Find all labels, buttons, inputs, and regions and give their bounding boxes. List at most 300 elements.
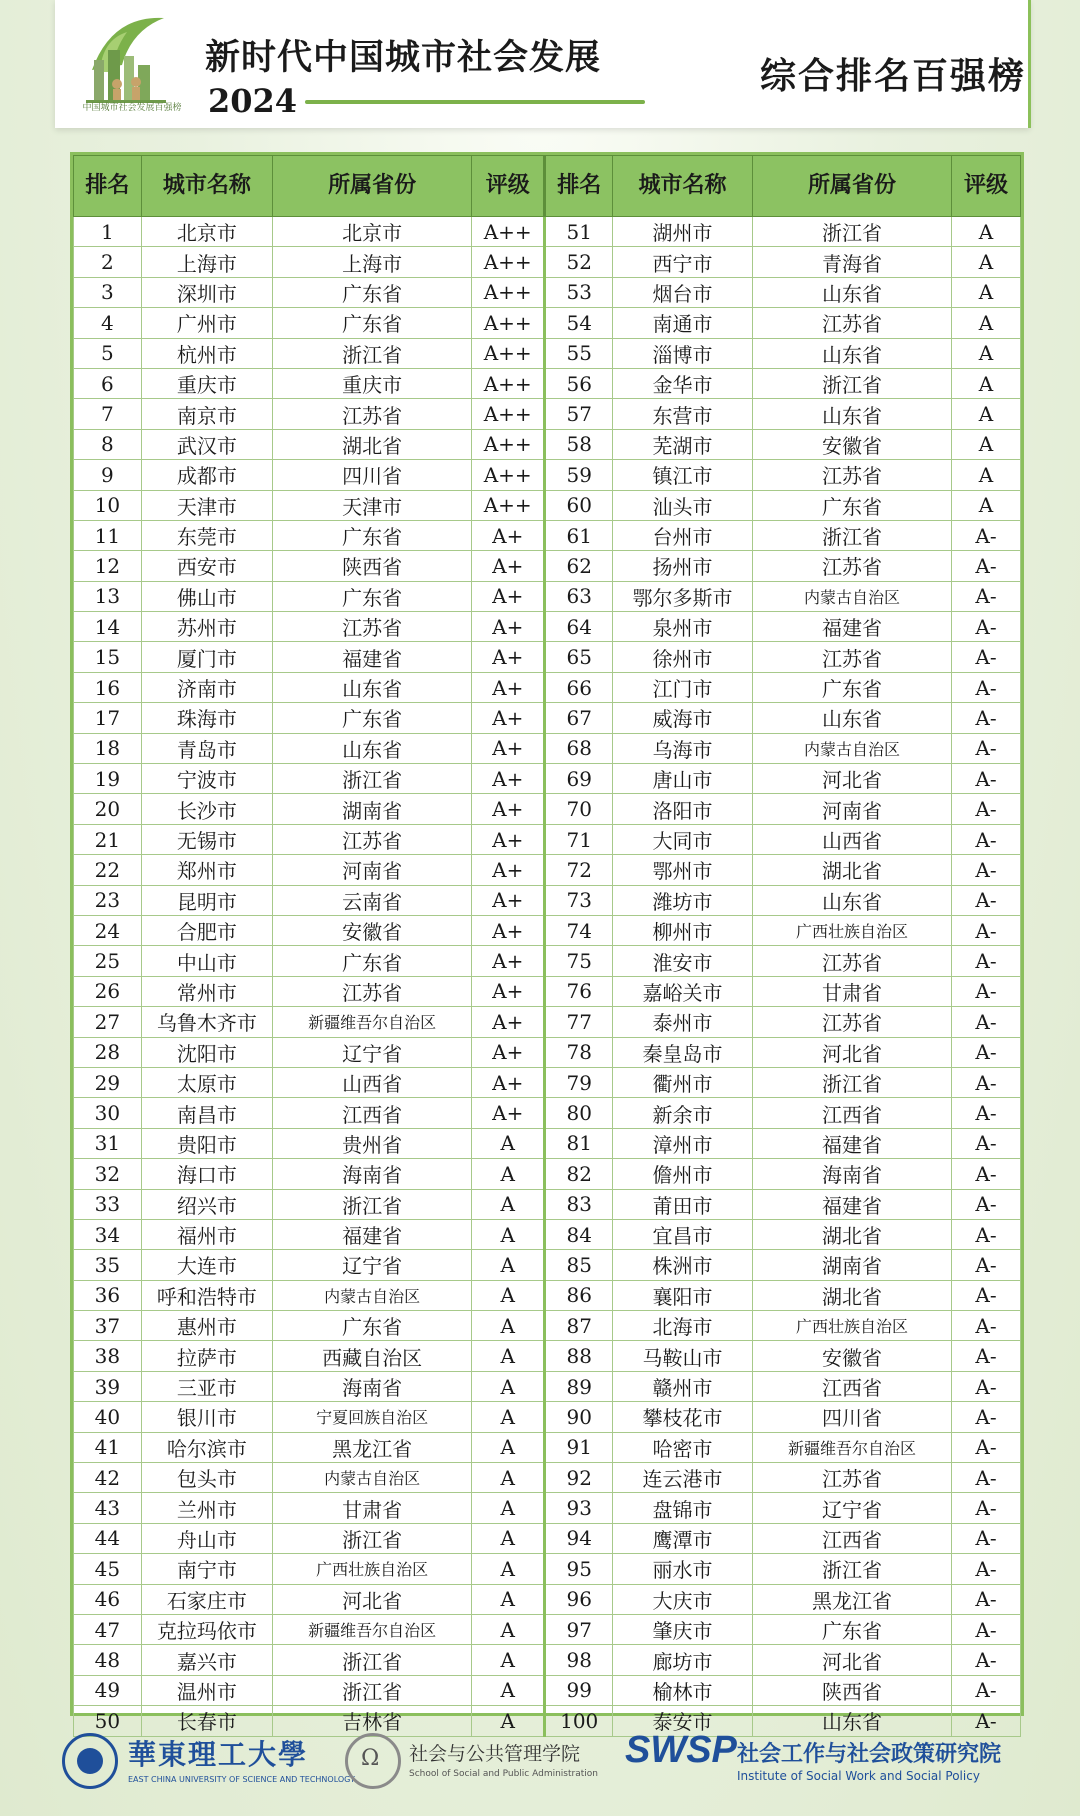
rating-cell: A++ <box>472 308 545 338</box>
city-cell: 长春市 <box>141 1706 272 1736</box>
rating-cell: A <box>472 1128 545 1158</box>
rating-cell: A <box>472 1523 545 1553</box>
city-cell: 佛山市 <box>141 581 272 611</box>
city-cell: 舟山市 <box>141 1523 272 1553</box>
rank-cell: 62 <box>545 551 613 581</box>
rating-cell: A++ <box>472 429 545 459</box>
province-cell: 黑龙江省 <box>273 1432 472 1462</box>
province-cell: 安徽省 <box>752 1341 951 1371</box>
city-cell: 济南市 <box>141 672 272 702</box>
city-cell: 北海市 <box>613 1311 753 1341</box>
rank-cell: 8 <box>74 429 142 459</box>
header-city: 城市名称 <box>141 156 272 217</box>
table-row <box>74 915 1021 945</box>
city-cell: 南京市 <box>141 399 272 429</box>
province-cell: 内蒙古自治区 <box>752 581 951 611</box>
ranking-table <box>73 155 1021 1737</box>
province-cell: 浙江省 <box>273 1675 472 1705</box>
city-cell: 威海市 <box>613 703 753 733</box>
city-cell: 成都市 <box>141 460 272 490</box>
table-row <box>74 642 1021 672</box>
table-row <box>74 1250 1021 1280</box>
province-cell: 湖北省 <box>273 429 472 459</box>
header-rank: 排名 <box>74 156 142 217</box>
table-row <box>74 855 1021 885</box>
city-cell: 潍坊市 <box>613 885 753 915</box>
page-title: 新时代中国城市社会发展 <box>205 37 602 78</box>
province-cell: 浙江省 <box>752 1067 951 1097</box>
city-cell: 乌鲁木齐市 <box>141 1007 272 1037</box>
city-cell: 江门市 <box>613 672 753 702</box>
rank-cell: 51 <box>545 217 613 247</box>
table-row <box>74 946 1021 976</box>
province-cell: 甘肃省 <box>273 1493 472 1523</box>
table-row <box>74 672 1021 702</box>
rank-cell: 87 <box>545 1311 613 1341</box>
rank-cell: 9 <box>74 460 142 490</box>
province-cell: 西藏自治区 <box>273 1341 472 1371</box>
rating-cell: A+ <box>472 794 545 824</box>
rank-cell: 39 <box>74 1371 142 1401</box>
province-cell: 河北省 <box>752 764 951 794</box>
rating-cell: A <box>952 429 1021 459</box>
rating-cell: A- <box>952 520 1021 550</box>
city-cell: 青岛市 <box>141 733 272 763</box>
city-cell: 杭州市 <box>141 338 272 368</box>
rank-cell: 29 <box>74 1067 142 1097</box>
header-rating: 评级 <box>472 156 545 217</box>
rating-cell: A <box>472 1584 545 1614</box>
rating-cell: A+ <box>472 976 545 1006</box>
city-cell: 嘉峪关市 <box>613 976 753 1006</box>
rating-cell: A- <box>952 1645 1021 1675</box>
rating-cell: A- <box>952 1706 1021 1736</box>
city-cell: 大庆市 <box>613 1584 753 1614</box>
rating-cell: A+ <box>472 915 545 945</box>
province-cell: 河北省 <box>273 1584 472 1614</box>
province-cell: 浙江省 <box>273 764 472 794</box>
rank-cell: 48 <box>74 1645 142 1675</box>
rating-cell: A- <box>952 642 1021 672</box>
city-cell: 大同市 <box>613 824 753 854</box>
rating-cell: A- <box>952 612 1021 642</box>
city-cell: 衢州市 <box>613 1067 753 1097</box>
header-accent-line <box>1028 0 1031 128</box>
rank-cell: 36 <box>74 1280 142 1310</box>
province-cell: 湖北省 <box>752 855 951 885</box>
rank-cell: 26 <box>74 976 142 1006</box>
table-row <box>74 1645 1021 1675</box>
rating-cell: A- <box>952 1554 1021 1584</box>
city-cell: 新余市 <box>613 1098 753 1128</box>
city-cell: 三亚市 <box>141 1371 272 1401</box>
city-cell: 厦门市 <box>141 642 272 672</box>
province-cell: 新疆维吾尔自治区 <box>273 1614 472 1644</box>
city-cell: 赣州市 <box>613 1371 753 1401</box>
city-cell: 鹰潭市 <box>613 1523 753 1553</box>
table-row <box>74 1402 1021 1432</box>
rating-cell: A+ <box>472 520 545 550</box>
rating-cell: A <box>952 399 1021 429</box>
rank-cell: 41 <box>74 1432 142 1462</box>
rating-cell: A- <box>952 1280 1021 1310</box>
rank-cell: 96 <box>545 1584 613 1614</box>
rating-cell: A+ <box>472 672 545 702</box>
rank-cell: 44 <box>74 1523 142 1553</box>
rank-cell: 17 <box>74 703 142 733</box>
rating-cell: A- <box>952 946 1021 976</box>
rating-cell: A+ <box>472 824 545 854</box>
rating-cell: A- <box>952 1402 1021 1432</box>
rank-cell: 38 <box>74 1341 142 1371</box>
rank-cell: 100 <box>545 1706 613 1736</box>
city-cell: 宁波市 <box>141 764 272 794</box>
rank-cell: 95 <box>545 1554 613 1584</box>
city-cell: 兰州市 <box>141 1493 272 1523</box>
city-cell: 漳州市 <box>613 1128 753 1158</box>
table-row <box>74 1523 1021 1553</box>
rank-cell: 16 <box>74 672 142 702</box>
rating-cell: A <box>472 1432 545 1462</box>
rank-cell: 75 <box>545 946 613 976</box>
province-cell: 福建省 <box>273 1219 472 1249</box>
table-row <box>74 368 1021 398</box>
rating-cell: A++ <box>472 247 545 277</box>
province-cell: 陕西省 <box>273 551 472 581</box>
rating-cell: A+ <box>472 1098 545 1128</box>
table-row <box>74 308 1021 338</box>
rank-cell: 43 <box>74 1493 142 1523</box>
province-cell: 山东省 <box>752 703 951 733</box>
footer <box>0 1725 1080 1815</box>
city-cell: 儋州市 <box>613 1159 753 1189</box>
rating-cell: A+ <box>472 855 545 885</box>
city-cell: 太原市 <box>141 1067 272 1097</box>
rating-cell: A- <box>952 794 1021 824</box>
province-cell: 山东省 <box>273 672 472 702</box>
province-cell: 江苏省 <box>752 642 951 672</box>
rating-cell: A+ <box>472 642 545 672</box>
province-cell: 山东省 <box>752 399 951 429</box>
province-cell: 辽宁省 <box>752 1493 951 1523</box>
province-cell: 江西省 <box>752 1098 951 1128</box>
rank-cell: 34 <box>74 1219 142 1249</box>
rank-cell: 25 <box>74 946 142 976</box>
city-cell: 肇庆市 <box>613 1614 753 1644</box>
rating-cell: A- <box>952 1189 1021 1219</box>
rating-cell: A- <box>952 1128 1021 1158</box>
rank-cell: 67 <box>545 703 613 733</box>
city-cell: 珠海市 <box>141 703 272 733</box>
rank-cell: 27 <box>74 1007 142 1037</box>
rating-cell: A- <box>952 1371 1021 1401</box>
rank-cell: 82 <box>545 1159 613 1189</box>
rank-cell: 33 <box>74 1189 142 1219</box>
province-cell: 浙江省 <box>752 217 951 247</box>
province-cell: 山西省 <box>752 824 951 854</box>
rank-cell: 61 <box>545 520 613 550</box>
rank-cell: 71 <box>545 824 613 854</box>
province-cell: 海南省 <box>273 1371 472 1401</box>
city-cell: 天津市 <box>141 490 272 520</box>
city-cell: 石家庄市 <box>141 1584 272 1614</box>
province-cell: 黑龙江省 <box>752 1584 951 1614</box>
page-year: 2024 <box>208 82 298 120</box>
city-cell: 淄博市 <box>613 338 753 368</box>
city-cell: 福州市 <box>141 1219 272 1249</box>
province-cell: 江西省 <box>752 1371 951 1401</box>
city-cell: 包头市 <box>141 1463 272 1493</box>
rating-cell: A <box>472 1402 545 1432</box>
province-cell: 湖南省 <box>273 794 472 824</box>
province-cell: 广东省 <box>273 1311 472 1341</box>
province-cell: 江苏省 <box>273 824 472 854</box>
province-cell: 浙江省 <box>752 520 951 550</box>
rank-cell: 21 <box>74 824 142 854</box>
table-row <box>74 1067 1021 1097</box>
province-cell: 河北省 <box>752 1645 951 1675</box>
province-cell: 湖北省 <box>752 1280 951 1310</box>
province-cell: 北京市 <box>273 217 472 247</box>
rating-cell: A- <box>952 1614 1021 1644</box>
rank-cell: 66 <box>545 672 613 702</box>
header-province: 所属省份 <box>273 156 472 217</box>
table-row <box>74 217 1021 247</box>
province-cell: 湖南省 <box>752 1250 951 1280</box>
city-cell: 马鞍山市 <box>613 1341 753 1371</box>
province-cell: 浙江省 <box>273 1645 472 1675</box>
city-cell: 东莞市 <box>141 520 272 550</box>
city-cell: 西安市 <box>141 551 272 581</box>
table-row <box>74 612 1021 642</box>
rank-cell: 68 <box>545 733 613 763</box>
province-cell: 山东省 <box>752 277 951 307</box>
rank-cell: 32 <box>74 1159 142 1189</box>
rank-cell: 77 <box>545 1007 613 1037</box>
province-cell: 四川省 <box>752 1402 951 1432</box>
city-cell: 南通市 <box>613 308 753 338</box>
province-cell: 广西壮族自治区 <box>752 1311 951 1341</box>
table-row <box>74 338 1021 368</box>
rating-cell: A++ <box>472 338 545 368</box>
rank-cell: 42 <box>74 1463 142 1493</box>
province-cell: 江西省 <box>752 1523 951 1553</box>
city-cell: 台州市 <box>613 520 753 550</box>
rank-cell: 91 <box>545 1432 613 1462</box>
rating-cell: A <box>472 1219 545 1249</box>
table-row <box>74 976 1021 1006</box>
city-cell: 沈阳市 <box>141 1037 272 1067</box>
city-cell: 呼和浩特市 <box>141 1280 272 1310</box>
rank-cell: 20 <box>74 794 142 824</box>
rank-cell: 84 <box>545 1219 613 1249</box>
rank-cell: 18 <box>74 733 142 763</box>
city-cell: 淮安市 <box>613 946 753 976</box>
rating-cell: A <box>952 338 1021 368</box>
rating-cell: A <box>952 308 1021 338</box>
city-cell: 唐山市 <box>613 764 753 794</box>
rank-cell: 73 <box>545 885 613 915</box>
rating-cell: A++ <box>472 277 545 307</box>
province-cell: 新疆维吾尔自治区 <box>273 1007 472 1037</box>
city-cell: 深圳市 <box>141 277 272 307</box>
province-cell: 江西省 <box>273 1098 472 1128</box>
rank-cell: 80 <box>545 1098 613 1128</box>
rating-cell: A+ <box>472 551 545 581</box>
province-cell: 广东省 <box>752 1614 951 1644</box>
school-logo <box>345 1725 620 1805</box>
province-cell: 浙江省 <box>273 338 472 368</box>
city-cell: 西宁市 <box>613 247 753 277</box>
table-row <box>74 520 1021 550</box>
province-cell: 海南省 <box>752 1159 951 1189</box>
table-row <box>74 1219 1021 1249</box>
ecust-logo <box>62 1725 355 1805</box>
table-row <box>74 1280 1021 1310</box>
rank-cell: 72 <box>545 855 613 885</box>
rating-cell: A <box>472 1675 545 1705</box>
rank-cell: 45 <box>74 1554 142 1584</box>
table-row <box>74 460 1021 490</box>
table-row <box>74 885 1021 915</box>
rank-cell: 69 <box>545 764 613 794</box>
rank-cell: 99 <box>545 1675 613 1705</box>
rank-cell: 13 <box>74 581 142 611</box>
rating-cell: A <box>472 1311 545 1341</box>
rank-cell: 4 <box>74 308 142 338</box>
school-en-name: School of Social and Public Administration <box>409 1769 598 1779</box>
rank-cell: 46 <box>74 1584 142 1614</box>
rating-cell: A- <box>952 1007 1021 1037</box>
province-cell: 浙江省 <box>752 1554 951 1584</box>
rating-cell: A++ <box>472 368 545 398</box>
rank-cell: 37 <box>74 1311 142 1341</box>
rank-cell: 55 <box>545 338 613 368</box>
rating-cell: A+ <box>472 946 545 976</box>
rank-cell: 54 <box>545 308 613 338</box>
province-cell: 江苏省 <box>752 1007 951 1037</box>
rating-cell: A+ <box>472 581 545 611</box>
rating-cell: A- <box>952 915 1021 945</box>
rating-cell: A+ <box>472 733 545 763</box>
page-header <box>0 0 1080 150</box>
rank-cell: 92 <box>545 1463 613 1493</box>
rank-cell: 7 <box>74 399 142 429</box>
rating-cell: A <box>472 1614 545 1644</box>
rank-cell: 19 <box>74 764 142 794</box>
city-cell: 徐州市 <box>613 642 753 672</box>
rating-cell: A- <box>952 1463 1021 1493</box>
city-cell: 拉萨市 <box>141 1341 272 1371</box>
province-cell: 广东省 <box>273 277 472 307</box>
rank-cell: 58 <box>545 429 613 459</box>
table-header-row <box>74 156 1021 217</box>
rating-cell: A- <box>952 1584 1021 1614</box>
rating-cell: A <box>472 1159 545 1189</box>
city-cell: 常州市 <box>141 976 272 1006</box>
city-cell: 南宁市 <box>141 1554 272 1584</box>
ranking-table-container <box>70 152 1024 1735</box>
province-cell: 山西省 <box>273 1067 472 1097</box>
table-row <box>74 1493 1021 1523</box>
rank-cell: 64 <box>545 612 613 642</box>
city-cell: 柳州市 <box>613 915 753 945</box>
city-cell: 扬州市 <box>613 551 753 581</box>
rank-cell: 31 <box>74 1128 142 1158</box>
rating-cell: A+ <box>472 885 545 915</box>
rating-cell: A- <box>952 1159 1021 1189</box>
institute-logo <box>625 1725 1045 1805</box>
table-row <box>74 794 1021 824</box>
city-cell: 郑州市 <box>141 855 272 885</box>
province-cell: 广东省 <box>273 946 472 976</box>
institute-en-name: Institute of Social Work and Social Policy <box>737 1769 980 1783</box>
table-row <box>74 1432 1021 1462</box>
rating-cell: A- <box>952 824 1021 854</box>
rank-cell: 52 <box>545 247 613 277</box>
city-cell: 盘锦市 <box>613 1493 753 1523</box>
table-row <box>74 764 1021 794</box>
rank-cell: 11 <box>74 520 142 550</box>
table-row <box>74 1614 1021 1644</box>
province-cell: 广东省 <box>273 308 472 338</box>
rating-cell: A <box>952 368 1021 398</box>
province-cell: 四川省 <box>273 460 472 490</box>
city-cell: 昆明市 <box>141 885 272 915</box>
rank-cell: 10 <box>74 490 142 520</box>
province-cell: 辽宁省 <box>273 1250 472 1280</box>
city-cell: 中山市 <box>141 946 272 976</box>
city-cell: 上海市 <box>141 247 272 277</box>
rank-cell: 2 <box>74 247 142 277</box>
rank-cell: 81 <box>545 1128 613 1158</box>
rank-cell: 56 <box>545 368 613 398</box>
rating-cell: A <box>472 1341 545 1371</box>
province-cell: 宁夏回族自治区 <box>273 1402 472 1432</box>
rating-cell: A <box>472 1645 545 1675</box>
city-cell: 泉州市 <box>613 612 753 642</box>
rating-cell: A- <box>952 764 1021 794</box>
city-cell: 银川市 <box>141 1402 272 1432</box>
rank-cell: 98 <box>545 1645 613 1675</box>
province-cell: 上海市 <box>273 247 472 277</box>
rank-cell: 89 <box>545 1371 613 1401</box>
table-row <box>74 551 1021 581</box>
province-cell: 广东省 <box>752 672 951 702</box>
ecust-en-name: EAST CHINA UNIVERSITY OF SCIENCE AND TECHNOLOGY <box>128 1775 355 1784</box>
city-cell: 榆林市 <box>613 1675 753 1705</box>
province-cell: 山东省 <box>273 733 472 763</box>
table-row <box>74 1311 1021 1341</box>
rating-cell: A- <box>952 1675 1021 1705</box>
rating-cell: A- <box>952 1067 1021 1097</box>
province-cell: 河北省 <box>752 1037 951 1067</box>
rank-cell: 85 <box>545 1250 613 1280</box>
city-cell: 金华市 <box>613 368 753 398</box>
rank-cell: 6 <box>74 368 142 398</box>
city-cell: 湖州市 <box>613 217 753 247</box>
school-seal-icon: Ω <box>345 1733 401 1789</box>
province-cell: 福建省 <box>752 1128 951 1158</box>
rating-cell: A- <box>952 1037 1021 1067</box>
school-name: 社会与公共管理学院 <box>409 1743 581 1765</box>
province-cell: 山东省 <box>752 1706 951 1736</box>
rank-cell: 79 <box>545 1067 613 1097</box>
province-cell: 广东省 <box>752 490 951 520</box>
city-cell: 秦皇岛市 <box>613 1037 753 1067</box>
rating-cell: A++ <box>472 460 545 490</box>
province-cell: 福建省 <box>752 1189 951 1219</box>
